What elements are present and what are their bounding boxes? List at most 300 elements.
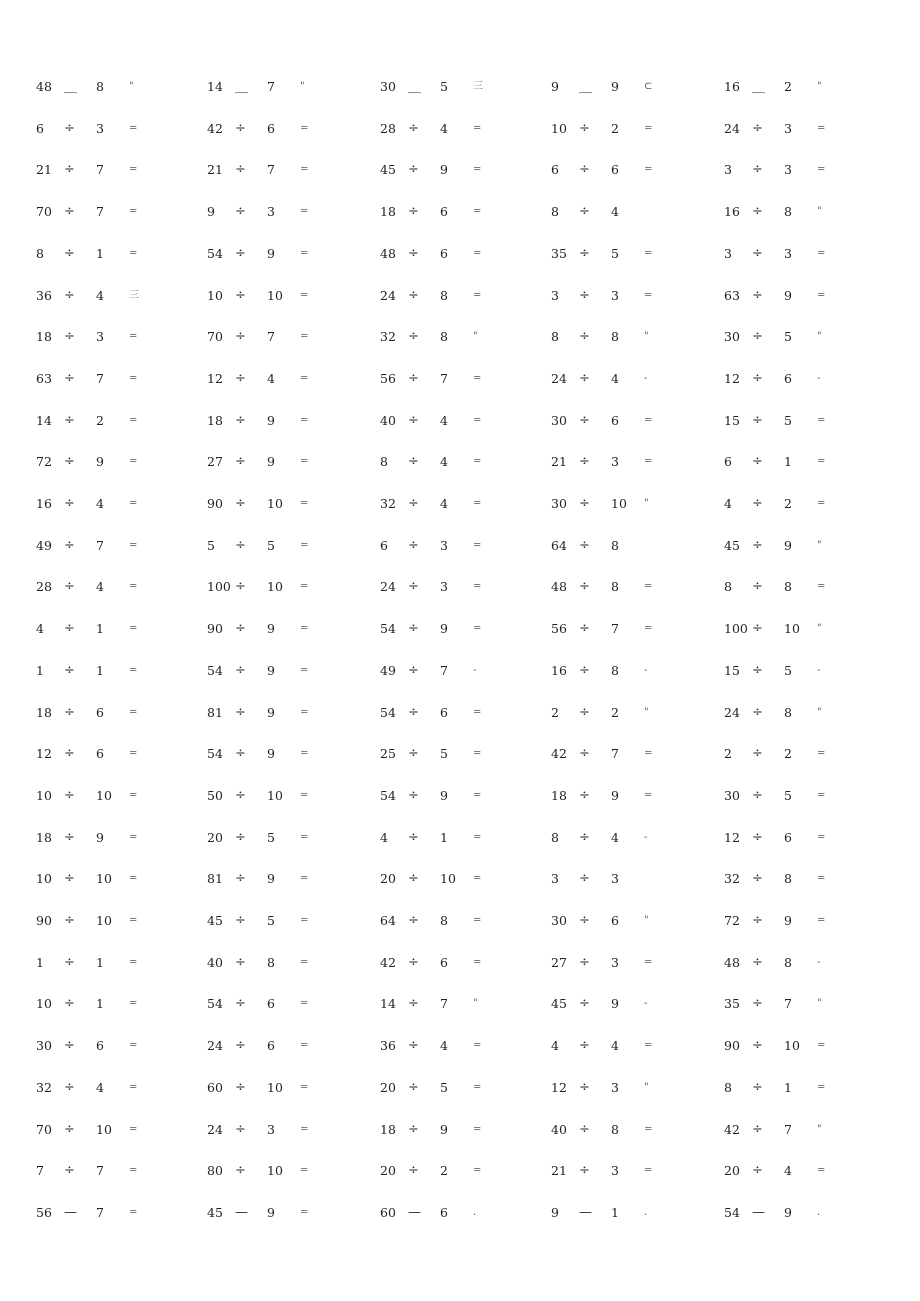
equals-sign: = [817,915,826,926]
division-problem [724,744,896,764]
division-problem [207,77,379,97]
division-problem [551,1036,723,1056]
division-problem [36,661,208,681]
division-sign: ÷ [408,1079,419,1095]
division-problem [724,244,896,264]
divisor: 3 [611,287,619,303]
division-sign: ÷ [408,787,419,803]
equals-sign: = [817,789,826,801]
divisor: 10 [96,913,112,928]
division-sign: ÷ [408,1121,419,1137]
division-problem [207,119,379,139]
divisor: 3 [267,204,275,220]
dividend: 70 [36,204,52,220]
equals-sign: = [129,372,138,384]
equals-sign: . [473,1206,477,1218]
equals-sign: = [473,122,482,134]
division-sign: ÷ [64,579,75,595]
division-sign: ÷ [579,829,590,845]
division-problem [551,327,723,347]
division-sign: ÷ [235,954,246,970]
dividend: 20 [207,829,223,845]
divisor: 5 [611,245,619,261]
equals-sign: = [129,623,138,635]
dividend: 12 [724,829,740,845]
division-sign: ÷ [579,621,590,637]
equals-sign: = [473,789,482,801]
division-sign: ÷ [64,370,75,386]
division-problem [551,536,723,556]
equals-sign: = [644,414,653,426]
division-problem [380,828,552,848]
dividend: 24 [380,287,396,303]
division-problem [36,994,208,1014]
division-problem [207,619,379,639]
division-problem [724,202,896,222]
division-problem [36,911,208,931]
dividend: 54 [207,662,223,678]
divisor: 8 [267,954,275,970]
equals-sign: = [300,1206,309,1218]
division-sign: ÷ [752,162,763,178]
equals-sign: = [473,372,482,384]
equals-sign: 三 [473,81,483,92]
division-problem [724,286,896,306]
division-sign: ÷ [64,1163,75,1179]
equals-sign: = [300,1040,309,1052]
divisor: 6 [440,954,448,970]
division-sign: ÷ [64,1121,75,1137]
equals-sign: = [300,748,309,760]
division-sign: ÷ [408,746,419,762]
dividend: 35 [724,996,740,1012]
division-sign: ÷ [579,913,590,928]
dividend: 42 [551,746,567,762]
divisor: 8 [784,704,792,720]
division-sign: ÷ [64,787,75,803]
division-problem [36,869,208,889]
division-problem [551,703,723,723]
division-problem [207,1120,379,1140]
division-sign: ÷ [408,454,419,470]
division-problem [36,411,208,431]
dividend: 10 [36,871,52,887]
division-sign: __ [752,79,765,94]
equals-sign: " [644,331,649,343]
division-sign: ÷ [579,329,590,345]
divisor: 1 [96,996,104,1012]
dividend: 64 [380,913,396,928]
equals-sign: = [300,164,309,176]
equals-sign: = [129,206,138,218]
dividend: 100 [207,579,231,595]
dividend: 6 [724,454,732,470]
dividend: 6 [36,120,44,136]
equals-sign: " [817,81,822,92]
division-problem [207,411,379,431]
equals-sign: = [817,164,826,176]
equals-sign: = [817,414,826,426]
equals-sign: = [644,456,653,468]
equals-sign: = [129,581,138,593]
dividend: 12 [551,1079,567,1095]
division-sign: ÷ [752,621,763,637]
dividend: 12 [207,370,223,386]
equals-sign: = [129,998,138,1010]
equals-sign: = [300,623,309,635]
division-sign: ÷ [235,829,246,845]
division-problem [380,994,552,1014]
division-problem [36,828,208,848]
equals-sign: " [473,331,478,343]
division-sign: ÷ [408,871,419,887]
divisor: 5 [267,537,275,553]
division-sign: ÷ [752,746,763,762]
division-sign: ÷ [64,496,75,511]
division-problem [380,369,552,389]
division-sign: ÷ [235,412,246,428]
dividend: 90 [724,1038,740,1054]
divisor: 9 [267,245,275,261]
divisor: 3 [440,537,448,553]
division-problem [551,869,723,889]
division-problem [207,1078,379,1098]
division-sign: ÷ [408,370,419,386]
dividend: 10 [36,787,52,803]
divisor: 8 [96,79,104,94]
division-problem [36,369,208,389]
dividend: 56 [380,370,396,386]
divisor: 1 [96,662,104,678]
dividend: 16 [36,496,52,511]
equals-sign: = [644,581,653,593]
dividend: 45 [207,1204,223,1220]
divisor: 1 [611,1204,619,1220]
dividend: 3 [724,245,732,261]
division-problem [380,1120,552,1140]
dividend: 90 [207,496,223,511]
division-sign: — [235,1204,248,1220]
division-problem [207,452,379,472]
equals-sign: = [300,789,309,801]
division-problem [36,536,208,556]
divisor: 8 [440,913,448,928]
divisor: 9 [611,79,619,94]
division-sign: ÷ [752,454,763,470]
divisor: 4 [267,370,275,386]
dividend: 8 [551,329,559,345]
dividend: 27 [207,454,223,470]
equals-sign: " [129,81,134,92]
dividend: 32 [36,1079,52,1095]
equals-sign: = [817,748,826,760]
division-sign: ÷ [579,287,590,303]
divisor: 9 [267,704,275,720]
division-problem [380,1036,552,1056]
division-sign: ÷ [235,370,246,386]
equals-sign: = [473,289,482,301]
division-problem [380,452,552,472]
divisor: 9 [267,871,275,887]
division-problem [207,911,379,931]
equals-sign: = [817,122,826,134]
division-sign: ÷ [579,662,590,678]
dividend: 18 [36,704,52,720]
divisor: 9 [267,621,275,637]
divisor: 7 [611,621,619,637]
equals-sign: - [644,831,648,843]
division-sign: ÷ [752,871,763,887]
division-problem [380,202,552,222]
dividend: 9 [551,79,559,94]
divisor: 5 [267,913,275,928]
division-sign: ÷ [408,120,419,136]
division-problem [724,77,896,97]
divisor: 2 [784,746,792,762]
division-problem [724,661,896,681]
divisor: 8 [611,662,619,678]
equals-sign: = [129,664,138,676]
division-problem [380,286,552,306]
divisor: 8 [784,871,792,887]
division-sign: — [64,1204,77,1220]
division-problem [724,911,896,931]
equals-sign: = [473,414,482,426]
dividend: 3 [551,871,559,887]
equals-sign: = [300,581,309,593]
dividend: 30 [551,412,567,428]
divisor: 9 [267,746,275,762]
division-sign: ÷ [752,245,763,261]
dividend: 32 [724,871,740,887]
division-problem [380,119,552,139]
division-problem [551,1203,723,1223]
dividend: 90 [207,621,223,637]
division-problem [551,1120,723,1140]
dividend: 64 [551,537,567,553]
divisor: 6 [96,1038,104,1054]
equals-sign: = [300,206,309,218]
divisor: 9 [440,1121,448,1137]
division-sign: __ [64,79,77,94]
divisor: 9 [440,621,448,637]
division-sign: ÷ [579,787,590,803]
division-problem [551,494,723,514]
division-sign: ÷ [579,1079,590,1095]
equals-sign: = [129,789,138,801]
division-sign: ÷ [235,704,246,720]
division-sign: — [408,1204,421,1220]
dividend: 45 [724,537,740,553]
division-sign: ÷ [579,579,590,595]
dividend: 2 [724,746,732,762]
divisor: 4 [96,579,104,595]
division-problem [207,494,379,514]
division-problem [36,744,208,764]
equals-sign: = [129,915,138,926]
divisor: 3 [611,1079,619,1095]
equals-sign: = [300,1081,309,1093]
equals-sign: = [817,873,826,885]
dividend: 8 [36,245,44,261]
divisor: 7 [96,204,104,220]
dividend: 10 [551,120,567,136]
divisor: 8 [611,537,619,553]
divisor: 9 [267,454,275,470]
division-problem [380,869,552,889]
divisor: 7 [440,370,448,386]
equals-sign: = [129,873,138,885]
dividend: 16 [551,662,567,678]
division-problem [380,244,552,264]
division-sign: ÷ [235,204,246,220]
division-sign: ÷ [579,704,590,720]
division-sign: __ [579,79,592,94]
dividend: 18 [207,412,223,428]
equals-sign: 三 [129,289,139,301]
dividend: 81 [207,704,223,720]
division-problem [36,703,208,723]
division-problem [724,619,896,639]
equals-sign: = [129,831,138,843]
equals-sign: = [473,456,482,468]
equals-sign: = [644,1165,653,1177]
division-problem [724,1203,896,1223]
division-problem [36,1120,208,1140]
equals-sign: " [817,998,822,1010]
equals-sign: = [129,706,138,718]
dividend: 90 [36,913,52,928]
equals-sign: = [644,789,653,801]
equals-sign: = [473,1040,482,1052]
equals-sign: = [473,1081,482,1093]
dividend: 21 [551,454,567,470]
divisor: 7 [96,1204,104,1220]
dividend: 10 [207,287,223,303]
dividend: 8 [551,204,559,220]
equals-sign: = [473,539,482,551]
equals-sign: = [300,247,309,259]
division-sign: ÷ [64,913,75,928]
divisor: 8 [611,329,619,345]
division-problem [380,661,552,681]
dividend: 56 [36,1204,52,1220]
divisor: 9 [96,454,104,470]
dividend: 28 [380,120,396,136]
division-problem [724,1078,896,1098]
division-problem [207,828,379,848]
division-sign: ÷ [235,996,246,1012]
equals-sign: = [473,247,482,259]
division-sign: ÷ [408,954,419,970]
dividend: 24 [207,1121,223,1137]
divisor: 4 [611,204,619,220]
division-sign: ÷ [64,287,75,303]
division-sign: ÷ [64,662,75,678]
division-sign: ÷ [579,996,590,1012]
divisor: 4 [611,1038,619,1054]
dividend: 8 [380,454,388,470]
division-problem [207,160,379,180]
division-problem [724,828,896,848]
divisor: 2 [784,496,792,511]
dividend: 56 [551,621,567,637]
division-problem [551,994,723,1014]
divisor: 4 [784,1163,792,1179]
division-problem [207,536,379,556]
dividend: 40 [207,954,223,970]
division-sign: ÷ [235,746,246,762]
division-sign: ÷ [408,913,419,928]
dividend: 3 [551,287,559,303]
division-sign: ÷ [752,1163,763,1179]
equals-sign: = [129,247,138,259]
divisor: 3 [784,120,792,136]
division-sign: ÷ [752,913,763,928]
division-problem [724,869,896,889]
equals-sign: = [300,331,309,343]
division-problem [724,327,896,347]
division-problem [207,1161,379,1181]
division-problem [724,452,896,472]
division-problem [36,786,208,806]
dividend: 18 [380,204,396,220]
dividend: 24 [724,120,740,136]
equals-sign: = [817,1165,826,1177]
division-sign: ÷ [579,204,590,220]
division-problem [724,1161,896,1181]
division-problem [551,661,723,681]
equals-sign: = [300,706,309,718]
dividend: 1 [36,662,44,678]
divisor: 7 [784,996,792,1012]
division-sign: ÷ [64,829,75,845]
division-sign: ÷ [408,245,419,261]
equals-sign: - [644,998,648,1010]
equals-sign: = [817,289,826,301]
divisor: 1 [96,954,104,970]
division-sign: ÷ [579,496,590,511]
division-sign: ÷ [408,829,419,845]
equals-sign: " [817,539,822,551]
division-sign: ÷ [64,245,75,261]
division-sign: ÷ [752,204,763,220]
equals-sign: = [473,1123,482,1135]
equals-sign: = [644,623,653,635]
division-problem [551,202,723,222]
dividend: 4 [724,496,732,511]
division-sign: ÷ [752,1079,763,1095]
equals-sign: = [300,498,309,509]
divisor: 9 [267,412,275,428]
divisor: 7 [784,1121,792,1137]
dividend: 2 [551,704,559,720]
equals-sign: - [817,956,821,968]
division-problem [724,953,896,973]
division-sign: ÷ [64,1038,75,1054]
dividend: 21 [207,162,223,178]
division-sign: ÷ [235,662,246,678]
division-sign: ÷ [235,1163,246,1179]
division-problem [551,77,723,97]
dividend: 40 [380,412,396,428]
divisor: 9 [440,162,448,178]
divisor: 2 [784,79,792,94]
dividend: 6 [551,162,559,178]
division-problem [36,577,208,597]
division-problem [724,1120,896,1140]
division-problem [207,744,379,764]
